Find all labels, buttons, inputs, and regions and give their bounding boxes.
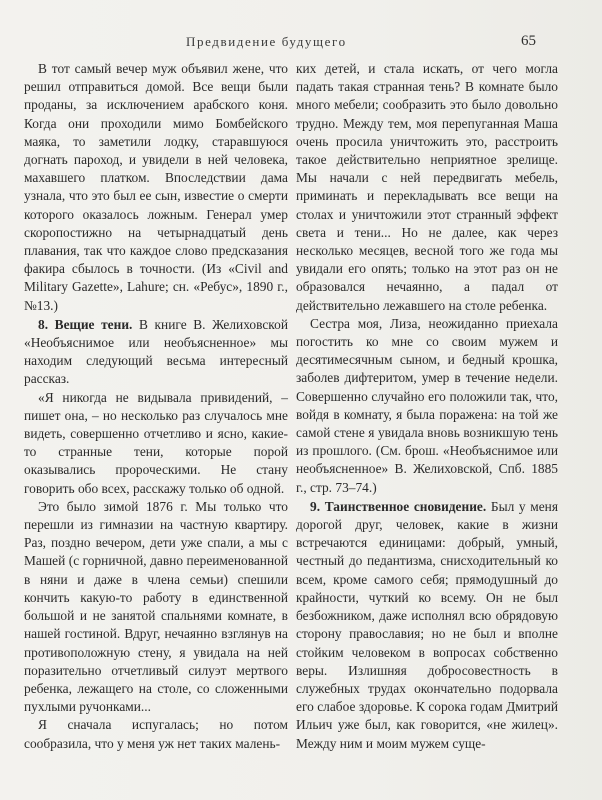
right-column: [296, 60, 558, 753]
paragraph-left-4: Это было зимой 1876 г. Мы только что перешли из гимназии на частную квартиру. Раз, поздно вечером, дети уже спали, а мы с Машей (с горничной, давно переименованной в няни и даже в члена семьи) спешили кончить какую-то работу в единственной большой и не занятой спальнями комнате, в нашей гостиной. Вдруг, нечаянно взглянув на противоположную стену, я увидала на ней поразительно отчетливый силуэт мертвого ребенка, лежащего на столе, со сложенными пухлыми ручонками...: [24, 498, 288, 715]
paragraph-left-1: [24, 60, 288, 315]
paragraph-right-1: ких детей, и стала искать, от чего могла падать такая странная тень? В комнате было много мебели; сообразить это было довольно трудно. Между тем, моя перепуганная Маша очень просила уничтожить это, расстроить такое действительно неприятное зрелище. Мы начали с ней передвигать мебель, приминать и перекладывать все вещи на столах и уничтожили этот странный эффект света и тени... Но не далее, как через несколько месяцев, весной того же года мы увидали его опять; только на этот раз он не образовался нечаянно, а падал от действительно лежавшего на столе ребенка.: [296, 61, 558, 313]
paragraph-left-5: Я сначала испугалась; но потом сообразила, что у меня уж нет таких малень-: [24, 717, 288, 751]
left-column: [24, 60, 288, 753]
page-number: 65: [521, 33, 536, 49]
section-8-text: В книге В. Желиховской «Необъяснимое или необъясненное» мы находим следующий весьма интересный рассказ.: [24, 316, 288, 387]
section-heading-9: 9. Таинственное сновидение.: [310, 498, 487, 514]
running-title: Предвидение будущего: [186, 34, 347, 49]
running-head: [0, 34, 602, 52]
paragraph-left-3: «Я никогда не видывала привидений, – пишет она, – но несколько раз случалось мне видеть, совершенно отчетливо и ясно, какие-то странные тени, которые порой оказывались пророческими. Не стану говорить обо всех, расскажу только об одной.: [24, 389, 288, 496]
section-8: [24, 316, 288, 389]
paragraph-text: В тот самый вечер муж объявил жене, что решил отправиться домой. Все вещи были проданы, за исключением арабского коня. Когда они проходили мимо Бомбейского маяка, то заметили лодку, старавшуюся догнать пароход, и увидели в ней человека, махавшего платком. Впоследствии дама узнала, что это был ее сын, известие о смерти которого оказалось ложным. Генерал умер скоропостижно на четырнадцатый день плавания, так что каждое слово предсказания факира сбылось в точности. (Из «Civil and Military Gazette», Lahure; сн. «Ребус», 1890 г., №13.): [24, 61, 288, 313]
paragraph-right-2: Сестра моя, Лиза, неожиданно приехала погостить ко мне со своим мужем и десятимесячным сыном, и бедный крошка, заболев дифтеритом, умер в течение недели. Совершенно случайно его положили так, что, войдя в комнату, я была поражена: на той же самой стене я увидала вновь возникшую тень из прошлого. (См. брош. «Необъяснимое или необъясненное» В. Желиховской, Спб. 1885 г., стр. 73–74.): [296, 315, 558, 495]
section-9-text: Был у меня дорогой друг, человек, какие в жизни встречаются единицами: добрый, умный, честный до педантизма, снисходительный ко всем, кроме самого себя; прямодушный до крайности, чуткий ко всему. Он не был безбожником, даже исполнял всю обрядовую сторону православия; но не был и вполне стойким человеком в вопросах собственно веры. Излишняя добросовестность в служебных трудах окончательно подорвала его слабое здоровье. К сорока годам Дмитрий Ильич уже был, как говорится, «не жилец». Между ним и моим мужем суще-: [296, 498, 558, 751]
section-9: [296, 498, 558, 753]
section-heading-8: 8. Вещие тени.: [38, 316, 133, 332]
